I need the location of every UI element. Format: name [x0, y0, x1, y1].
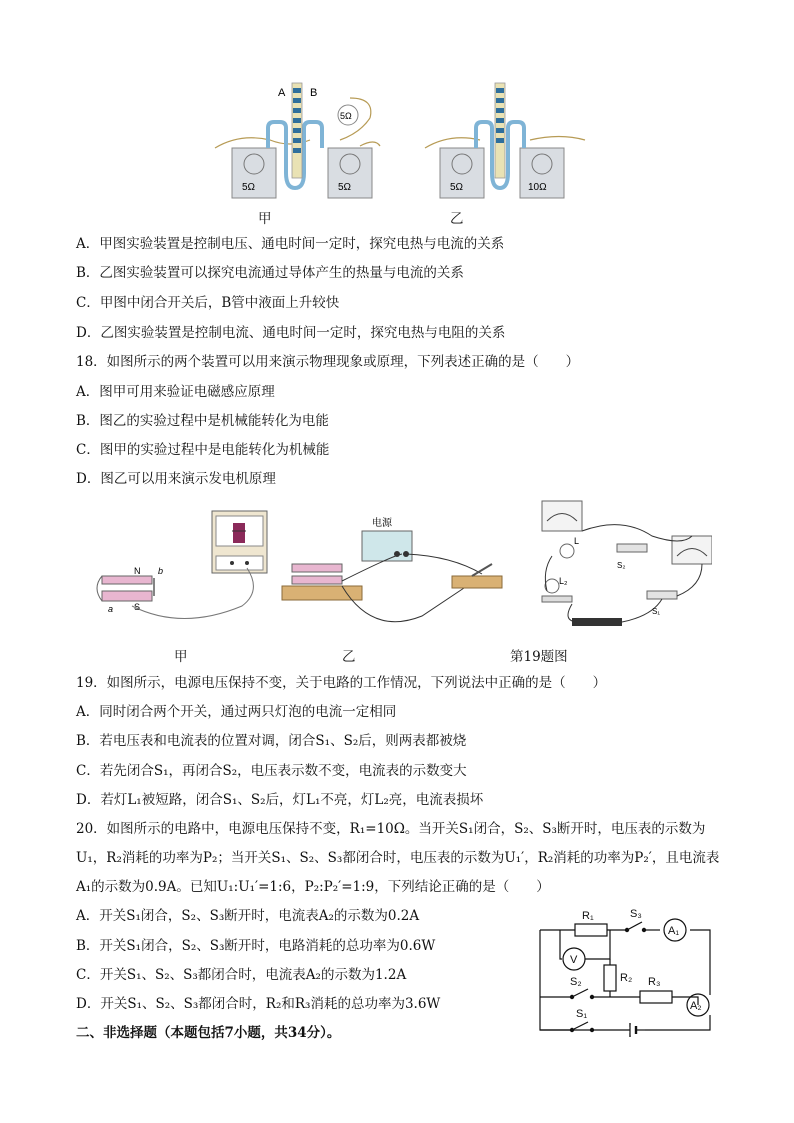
fig18-jia-caption: 甲 — [174, 649, 188, 665]
q20-circuit-diagram — [530, 905, 720, 1040]
figure-yi-motor-setup — [282, 516, 502, 622]
fig18-n-label: N — [134, 566, 141, 576]
figure-jia-induction-setup — [97, 511, 267, 619]
fig18-l2-label: L₂ — [559, 576, 568, 586]
q20-option-c: C．开关S₁、S₂、S₃都闭合时，电流表A₂的示数为1.2A — [76, 967, 407, 983]
q20-option-d: D．开关S₁、S₂、S₃都闭合时，R₂和R₃消耗的总功率为3.6W — [76, 996, 441, 1012]
fig18-s-label: S — [134, 602, 141, 612]
fig17-yi-left-r: 5Ω — [450, 182, 464, 193]
q19-option-b: B．若电压表和电流表的位置对调，闭合S₁、S₂后，则两表都被烧 — [76, 733, 467, 749]
figure-yi-heating-setup — [425, 83, 585, 198]
fig17-r-top-label: 5Ω — [340, 111, 352, 121]
circuit-r3-label: R₃ — [648, 976, 661, 988]
q17-option-b: B．乙图实验装置可以探究电流通过导体产生的热量与电流的关系 — [76, 265, 464, 281]
q17-option-c: C．甲图中闭合开关后，B管中液面上升较快 — [76, 295, 340, 311]
fig18-s2-label: S₂ — [617, 561, 626, 570]
q18-option-c: C．图甲的实验过程中是电能转化为机械能 — [76, 442, 330, 458]
q18-option-d: D．图乙可以用来演示发电机原理 — [76, 471, 276, 487]
fig19-caption: 第19题图 — [510, 649, 568, 665]
figure-q19-apparatus — [542, 501, 712, 626]
q20-stem-line1: 20．如图所示的电路中，电源电压保持不变，R₁=10Ω。当开关S₁闭合，S₂、S₃断开时，电压表的示数为 — [76, 821, 706, 837]
q20-option-b: B．开关S₁闭合，S₂、S₃断开时，电路消耗的总功率为0.6W — [76, 938, 436, 954]
fig18-b-label: b — [158, 566, 164, 576]
fig17-jia-caption: 甲 — [258, 211, 272, 227]
q20-stem-line3: A₁的示数为0.9A。已知U₁:U₁′=1:6，P₂:P₂′=1:9，下列结论正确的是（ ） — [76, 879, 550, 895]
q19-option-c: C．若先闭合S₁，再闭合S₂，电压表示数不变，电流表的示数变大 — [76, 763, 467, 779]
circuit-a1-label: A₁ — [668, 925, 680, 937]
fig17-tube-a-label: A — [278, 87, 286, 99]
q17-option-a: A．甲图实验装置是控制电压、通电时间一定时，探究电热与电流的关系 — [76, 236, 505, 252]
q20-option-a: A．开关S₁闭合，S₂、S₃断开时，电流表A₂的示数为0.2A — [76, 908, 420, 924]
fig17-yi-right-r: 10Ω — [528, 182, 547, 193]
fig17-jia-right-r: 5Ω — [338, 182, 352, 193]
q19-stem: 19．如图所示，电源电压保持不变，关于电路的工作情况，下列说法中正确的是（ ） — [76, 675, 607, 691]
figure-q18-q19 — [92, 496, 712, 636]
q18-option-b: B．图乙的实验过程中是机械能转化为电能 — [76, 413, 329, 429]
section-2-heading: 二、非选择题（本题包括7小题，共34分）。 — [76, 1025, 341, 1041]
circuit-r1-label: R₁ — [582, 910, 594, 922]
fig17-yi-caption: 乙 — [450, 211, 464, 227]
q17-option-d: D．乙图实验装置是控制电流、通电时间一定时，探究电热与电阻的关系 — [76, 325, 506, 341]
fig18-a-label: a — [108, 604, 114, 614]
fig18-yi-caption: 乙 — [342, 649, 356, 665]
circuit-s1-label: S₁ — [576, 1008, 588, 1020]
fig18-power-label: 电源 — [372, 518, 392, 529]
fig17-jia-left-r: 5Ω — [242, 182, 256, 193]
q19-option-a: A．同时闭合两个开关，通过两只灯泡的电流一定相同 — [76, 704, 397, 720]
q18-option-a: A．图甲可用来验证电磁感应原理 — [76, 384, 275, 400]
circuit-s2-label: S₂ — [570, 976, 582, 988]
q19-option-d: D．若灯L₁被短路，闭合S₁、S₂后，灯L₁不亮，灯L₂亮，电流表损坏 — [76, 792, 484, 808]
figure-q17-apparatus — [210, 78, 610, 228]
circuit-r2-label: R₂ — [620, 972, 633, 984]
fig17-tube-b-label: B — [310, 87, 318, 99]
circuit-a2-label: A₂ — [690, 1000, 702, 1012]
q20-stem-line2: U₁，R₂消耗的功率为P₂；当开关S₁、S₂、S₃都闭合时，电压表的示数为U₁′，R₂消耗的功率为P₂′，且电流表 — [76, 850, 720, 866]
figure-jia-heating-setup — [215, 83, 380, 198]
fig18-l-label: L — [574, 536, 580, 546]
circuit-v-label: V — [570, 954, 578, 966]
fig18-s1-label: S₁ — [652, 607, 661, 616]
circuit-s3-label: S₃ — [630, 908, 642, 920]
q18-stem: 18．如图所示的两个装置可以用来演示物理现象或原理，下列表述正确的是（ ） — [76, 354, 580, 370]
